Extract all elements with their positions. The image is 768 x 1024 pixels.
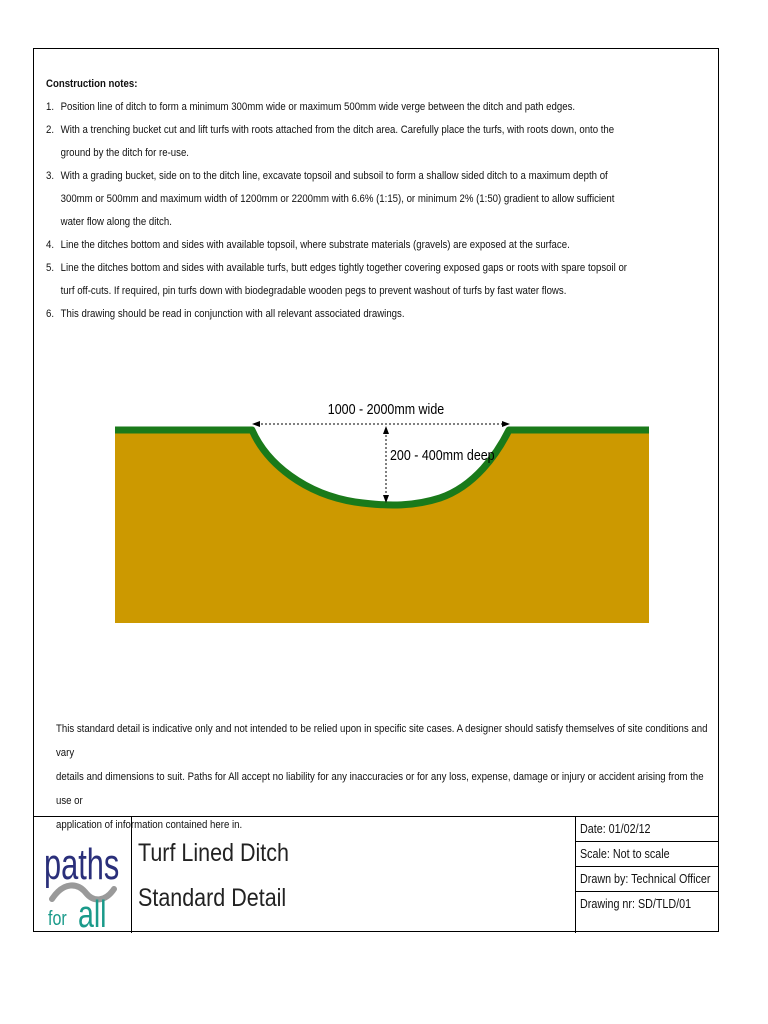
depth-arrow-top bbox=[383, 426, 389, 434]
title-block bbox=[34, 816, 718, 933]
note-text-line: Position line of ditch to form a minimum 300mm wide or maximum 500mm wide verge between the ditch and path edges. bbox=[60, 101, 576, 113]
logo-word-paths: paths bbox=[44, 840, 120, 890]
note-item bbox=[46, 257, 708, 303]
drawing-sheet bbox=[33, 48, 719, 932]
width-arrow-right bbox=[502, 421, 510, 427]
note-number: 1. bbox=[46, 101, 55, 113]
logo-word-for: for bbox=[48, 907, 67, 930]
note-text-line: 300mm or 500mm and maximum width of 1200mm or 2200mm with 6.6% (1:15), or minimum 2% (1:50) gradient to allow sufficient bbox=[60, 193, 615, 205]
note-item bbox=[46, 165, 708, 234]
note-item bbox=[46, 119, 708, 165]
width-label: 1000 - 2000mm wide bbox=[327, 401, 445, 418]
notes-title: Construction notes: bbox=[46, 78, 138, 90]
paths-for-all-logo bbox=[34, 817, 132, 933]
width-arrow-left bbox=[252, 421, 260, 427]
note-number: 5. bbox=[46, 262, 55, 274]
drawn-by-text: Drawn by: Technical Officer bbox=[580, 872, 711, 886]
disclaimer-line: application of information contained here in. bbox=[56, 819, 243, 831]
soil-body bbox=[115, 430, 649, 623]
note-text-line: turf off-cuts. If required, pin turfs down with biodegradable wooden pegs to prevent washout of turfs by fast water flows. bbox=[60, 285, 567, 297]
drawn-by-cell bbox=[576, 867, 718, 892]
disclaimer-line: This standard detail is indicative only and not intended to be relied upon in specific site cases. A designer should satisfy themselves of site conditions and vary bbox=[56, 723, 708, 759]
note-item bbox=[46, 96, 708, 119]
notes-list bbox=[46, 96, 708, 326]
drawing-number-text: Drawing nr: SD/TLD/01 bbox=[580, 897, 692, 911]
drawing-title-line-2: Standard Detail bbox=[138, 884, 287, 912]
drawing-title-line-1: Turf Lined Ditch bbox=[138, 839, 289, 867]
title-area bbox=[132, 817, 575, 933]
ditch-cross-section-diagram bbox=[115, 394, 649, 674]
note-text-line: Line the ditches bottom and sides with available turfs, butt edges tightly together covering exposed gaps or roots with spare topsoil or bbox=[60, 262, 627, 274]
date-text: Date: 01/02/12 bbox=[580, 822, 651, 836]
note-text-line: water flow along the ditch. bbox=[60, 216, 172, 228]
scale-cell bbox=[576, 842, 718, 867]
note-item bbox=[46, 234, 708, 257]
disclaimer-line: details and dimensions to suit. Paths for All accept no liability for any inaccuracies or for any loss, expense, damage or injury or accident arising from the use or bbox=[56, 771, 704, 807]
note-number: 4. bbox=[46, 239, 55, 251]
drawing-number-cell bbox=[576, 892, 718, 917]
note-number: 3. bbox=[46, 170, 55, 182]
note-item bbox=[46, 303, 708, 326]
date-cell bbox=[576, 817, 718, 842]
depth-label: 200 - 400mm deep bbox=[390, 447, 495, 464]
note-text-line: This drawing should be read in conjunction with all relevant associated drawings. bbox=[60, 308, 405, 320]
drawing-metadata bbox=[575, 817, 718, 933]
note-text-line: With a grading bucket, side on to the ditch line, excavate topsoil and subsoil to form a shallow sided ditch to a maximum depth of bbox=[60, 170, 608, 182]
note-number: 6. bbox=[46, 308, 55, 320]
construction-notes bbox=[46, 73, 708, 326]
scale-text: Scale: Not to scale bbox=[580, 847, 670, 861]
note-text-line: With a trenching bucket cut and lift turfs with roots attached from the ditch area. Carefully place the turfs, with roots down, onto the bbox=[60, 124, 615, 136]
logo-word-all: all bbox=[78, 894, 107, 933]
note-text-line: ground by the ditch for re-use. bbox=[60, 147, 189, 159]
note-number: 2. bbox=[46, 124, 55, 136]
note-text-line: Line the ditches bottom and sides with available topsoil, where substrate materials (gravels) are exposed at the surface. bbox=[60, 239, 570, 251]
logo-graphic bbox=[34, 817, 132, 933]
